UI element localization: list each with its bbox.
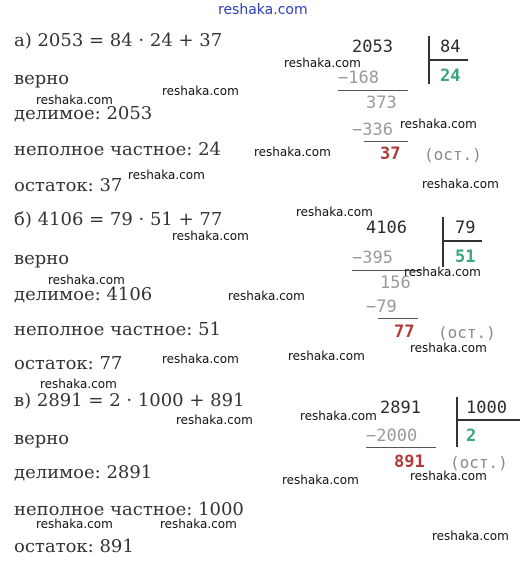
ld-a-line2 xyxy=(364,141,408,142)
remainder-v: остаток: 891 xyxy=(14,536,134,557)
watermark: reshaka.com xyxy=(410,469,487,483)
quotient-v: неполное частное: 1000 xyxy=(14,499,244,520)
ld-v-remainder: 891 xyxy=(394,452,425,472)
verdict-a: верно xyxy=(14,68,70,89)
ld-a-quotient: 24 xyxy=(440,66,461,86)
ld-v-dividend: 2891 xyxy=(380,398,421,418)
ld-v-sub1: −2000 xyxy=(366,426,418,446)
ld-a-dividend: 2053 xyxy=(352,37,393,57)
quotient-b: неполное частное: 51 xyxy=(14,319,221,340)
dividend-v: делимое: 2891 xyxy=(14,462,153,483)
dividend-b: делимое: 4106 xyxy=(14,284,153,305)
ld-a-divisor-line xyxy=(430,59,468,61)
watermark: reshaka.com xyxy=(282,473,359,487)
verdict-v: верно xyxy=(14,428,70,449)
ld-b-vertical-bar xyxy=(442,217,444,267)
ld-v-divisor-line xyxy=(458,419,520,421)
watermark: reshaka.com xyxy=(410,341,487,355)
ld-b-remainder: 77 xyxy=(394,322,415,342)
ld-a-divisor: 84 xyxy=(440,37,461,57)
ld-b-sub1: −395 xyxy=(352,248,393,268)
watermark: reshaka.com xyxy=(40,377,117,391)
ld-v-vertical-bar xyxy=(456,397,458,447)
ld-b-rem1: 156 xyxy=(380,273,411,293)
watermark: reshaka.com xyxy=(128,168,205,182)
watermark-top: reshaka.com xyxy=(218,2,308,18)
watermark: reshaka.com xyxy=(172,229,249,243)
ld-v-ost: (ост.) xyxy=(450,453,508,472)
remainder-a: остаток: 37 xyxy=(14,175,123,196)
ld-v-line1 xyxy=(366,447,436,448)
watermark: reshaka.com xyxy=(404,265,481,279)
ld-a-sub2: −336 xyxy=(352,120,393,140)
ld-b-divisor: 79 xyxy=(455,218,476,238)
ld-v-divisor: 1000 xyxy=(466,398,507,418)
ld-b-divisor-line xyxy=(444,240,482,242)
ld-a-ost: (ост.) xyxy=(424,145,482,164)
ld-b-quotient: 51 xyxy=(455,247,476,267)
ld-a-line1 xyxy=(338,90,408,91)
equation-a: а) 2053 = 84 · 24 + 37 xyxy=(14,30,223,51)
equation-b: б) 4106 = 79 · 51 + 77 xyxy=(14,209,223,230)
dividend-a: делимое: 2053 xyxy=(14,103,153,124)
watermark: reshaka.com xyxy=(300,409,377,423)
watermark: reshaka.com xyxy=(432,529,509,543)
quotient-a: неполное частное: 24 xyxy=(14,139,221,160)
watermark: reshaka.com xyxy=(228,289,305,303)
ld-b-dividend: 4106 xyxy=(366,218,407,238)
verdict-b: верно xyxy=(14,248,70,269)
watermark: reshaka.com xyxy=(176,413,253,427)
ld-b-sub2: −79 xyxy=(366,297,397,317)
watermark: reshaka.com xyxy=(36,517,113,531)
ld-a-sub1: −168 xyxy=(338,68,379,88)
ld-a-rem1: 373 xyxy=(366,93,397,113)
watermark: reshaka.com xyxy=(254,145,331,159)
ld-v-quotient: 2 xyxy=(466,426,477,446)
ld-b-line2 xyxy=(378,318,418,319)
watermark: reshaka.com xyxy=(284,56,361,70)
watermark: reshaka.com xyxy=(400,117,477,131)
ld-a-remainder: 37 xyxy=(380,144,401,164)
watermark: reshaka.com xyxy=(422,177,499,191)
watermark: reshaka.com xyxy=(288,349,365,363)
remainder-b: остаток: 77 xyxy=(14,353,123,374)
watermark: reshaka.com xyxy=(162,352,239,366)
ld-b-ost: (ост.) xyxy=(438,323,496,342)
watermark: reshaka.com xyxy=(296,205,373,219)
watermark: reshaka.com xyxy=(36,93,113,107)
equation-v: в) 2891 = 2 · 1000 + 891 xyxy=(14,390,245,411)
watermark: reshaka.com xyxy=(162,84,239,98)
watermark: reshaka.com xyxy=(48,273,125,287)
watermark: reshaka.com xyxy=(160,517,237,531)
